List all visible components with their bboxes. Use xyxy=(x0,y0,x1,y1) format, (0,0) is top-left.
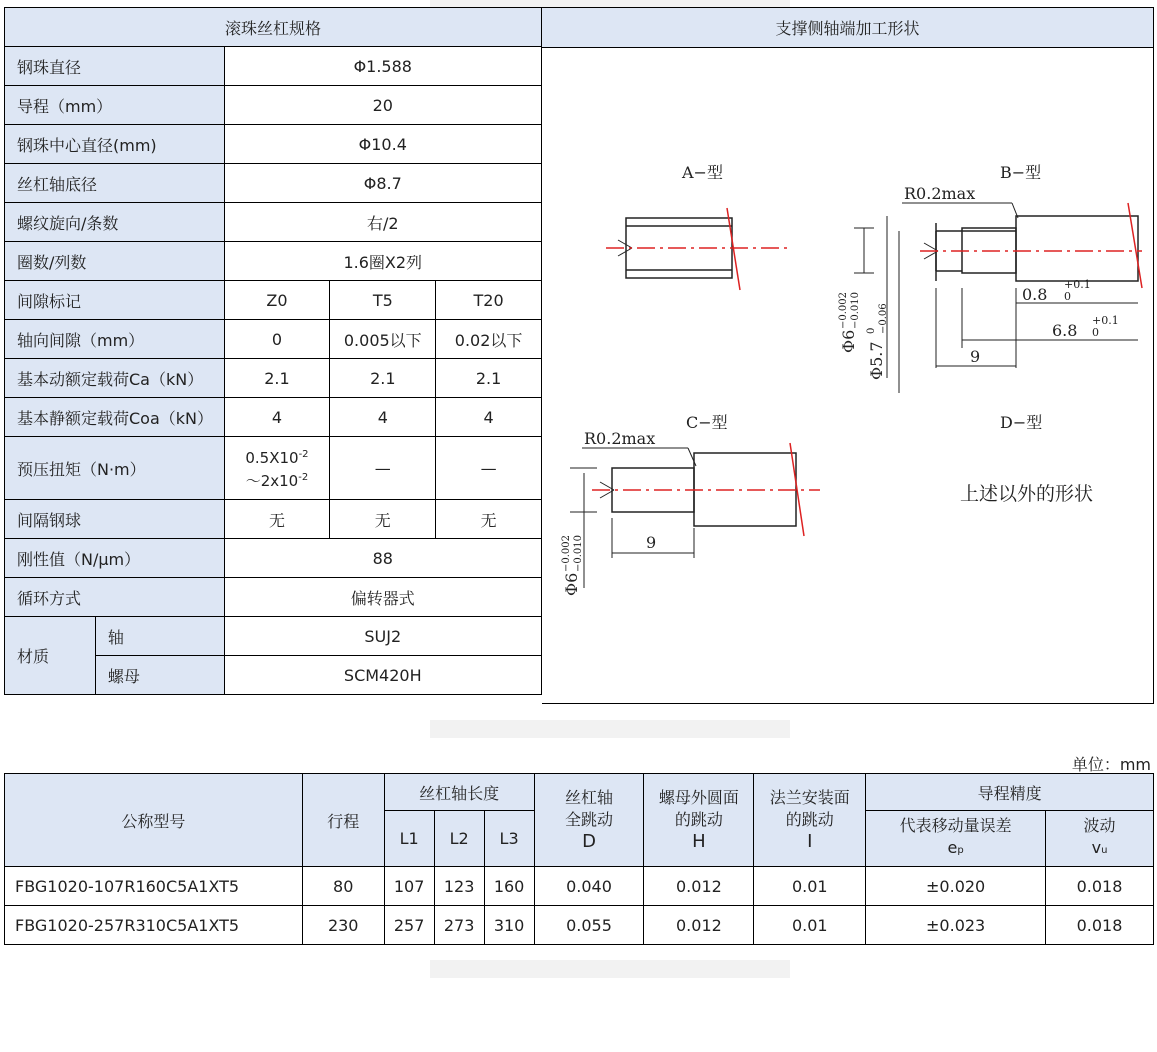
label-lead: 导程（mm） xyxy=(5,86,225,125)
dim-9-b: 9 xyxy=(970,347,981,366)
header-runout-i-2: 的跳动 xyxy=(785,810,834,829)
header-runout-i-1: 法兰安装面 xyxy=(769,788,850,807)
tol-phi6-b-upper: −0.002 xyxy=(838,291,849,329)
row-ep: ±0.023 xyxy=(866,906,1046,945)
value-preload-1 xyxy=(224,437,330,500)
label-rigidity: 刚性值（N/μm） xyxy=(5,539,225,578)
header-accuracy: 导程精度 xyxy=(866,774,1154,811)
label-pcd: 钢珠中心直径(mm) xyxy=(5,125,225,164)
row-vu: 0.018 xyxy=(1046,867,1154,906)
preload-exp1: -2 xyxy=(298,449,309,460)
value-spacer-2: 无 xyxy=(330,500,436,539)
value-circulation: 偏转器式 xyxy=(224,578,541,617)
header-runout-h-2: 的跳动 xyxy=(674,810,723,829)
label-spacer: 间隔钢球 xyxy=(5,500,225,539)
row-i: 0.01 xyxy=(754,867,866,906)
tol-6-8-upper: +0.1 xyxy=(1092,314,1119,327)
tol-phi6-b-lower: −0.010 xyxy=(850,291,861,329)
value-axial-1: 0 xyxy=(224,320,330,359)
table-row xyxy=(5,867,1154,906)
tol-6-8-lower: 0 xyxy=(1092,326,1099,339)
value-clearance-t5: T5 xyxy=(330,281,436,320)
drawing-panel xyxy=(542,7,1154,704)
label-material: 材质 xyxy=(5,617,96,695)
header-runout-h xyxy=(644,774,754,867)
header-runout-d-2: 全跳动 xyxy=(565,810,614,829)
header-ep-sub: p xyxy=(957,845,964,856)
row-l1: 257 xyxy=(384,906,434,945)
value-clearance-t20: T20 xyxy=(436,281,542,320)
value-clearance-z0: Z0 xyxy=(224,281,330,320)
tol-0-8-upper: +0.1 xyxy=(1064,278,1091,291)
row-l1: 107 xyxy=(384,867,434,906)
row-stroke: 80 xyxy=(302,867,384,906)
spec-table xyxy=(4,7,542,695)
label-typeC: C−型 xyxy=(686,413,728,432)
dim-phi6-b: Φ6 xyxy=(839,329,858,353)
header-runout-i xyxy=(754,774,866,867)
label-thread: 螺纹旋向/条数 xyxy=(5,203,225,242)
preload-line1: 0.5X10 xyxy=(245,449,299,467)
row-l2: 273 xyxy=(434,906,484,945)
header-vu-sub: u xyxy=(1101,845,1108,856)
row-ep: ±0.020 xyxy=(866,867,1046,906)
header-ep-1: 代表移动量误差 xyxy=(899,816,1012,835)
label-material-shaft: 轴 xyxy=(95,617,224,656)
value-spacer-1: 无 xyxy=(224,500,330,539)
row-stroke: 230 xyxy=(302,906,384,945)
header-runout-i-3: I xyxy=(807,831,813,852)
header-stroke: 行程 xyxy=(302,774,384,867)
value-ball-dia: Φ1.588 xyxy=(224,47,541,86)
typeD-description: 上述以外的形状 xyxy=(960,483,1094,505)
tol-phi6-c-lower: −0.010 xyxy=(573,534,584,572)
value-pcd: Φ10.4 xyxy=(224,125,541,164)
label-typeA: A−型 xyxy=(682,163,723,182)
value-coa-2: 4 xyxy=(330,398,436,437)
model-table xyxy=(4,773,1154,945)
shaft-end-drawing xyxy=(542,48,1153,703)
row-model: FBG1020-107R160C5A1XT5 xyxy=(5,867,303,906)
label-preload: 预压扭矩（N·m） xyxy=(5,437,225,500)
header-l2: L2 xyxy=(434,811,484,867)
value-material-nut: SCM420H xyxy=(224,656,541,695)
row-l3: 310 xyxy=(484,906,534,945)
value-ca-2: 2.1 xyxy=(330,359,436,398)
label-axial-clearance: 轴向间隙（mm） xyxy=(5,320,225,359)
table-row xyxy=(5,906,1154,945)
header-runout-d xyxy=(534,774,644,867)
label-circulation: 循环方式 xyxy=(5,578,225,617)
row-l2: 123 xyxy=(434,867,484,906)
tol-phi6-c-upper: −0.002 xyxy=(561,534,572,572)
dim-phi57-b: Φ5.7 xyxy=(867,341,886,380)
value-preload-2: — xyxy=(330,437,436,500)
preload-exp2: -2 xyxy=(298,472,309,483)
value-spacer-3: 无 xyxy=(436,500,542,539)
row-d: 0.055 xyxy=(534,906,644,945)
label-typeD: D−型 xyxy=(1000,413,1043,432)
preload-line2: ～2x10 xyxy=(245,472,299,490)
label-ball-dia: 钢珠直径 xyxy=(5,47,225,86)
header-ep xyxy=(866,811,1046,867)
tol-0-8-lower: 0 xyxy=(1064,290,1071,303)
header-vu xyxy=(1046,811,1154,867)
header-runout-h-1: 螺母外圆面 xyxy=(658,788,739,807)
row-d: 0.040 xyxy=(534,867,644,906)
label-root: 丝杠轴底径 xyxy=(5,164,225,203)
value-root: Φ8.7 xyxy=(224,164,541,203)
header-length: 丝杠轴长度 xyxy=(384,774,534,811)
value-ca-1: 2.1 xyxy=(224,359,330,398)
value-axial-3: 0.02以下 xyxy=(436,320,542,359)
value-coa-1: 4 xyxy=(224,398,330,437)
header-l1: L1 xyxy=(384,811,434,867)
label-typeB: B−型 xyxy=(1000,163,1042,182)
value-lead: 20 xyxy=(224,86,541,125)
row-i: 0.01 xyxy=(754,906,866,945)
value-ca-3: 2.1 xyxy=(436,359,542,398)
header-runout-d-3: D xyxy=(582,831,596,852)
header-vu-1: 波动 xyxy=(1083,816,1116,835)
drawing-header: 支撑侧轴端加工形状 xyxy=(542,8,1153,48)
header-model: 公称型号 xyxy=(5,774,303,867)
value-preload-3: — xyxy=(436,437,542,500)
row-model: FBG1020-257R310C5A1XT5 xyxy=(5,906,303,945)
value-axial-2: 0.005以下 xyxy=(330,320,436,359)
tol-phi57-lower: −0.06 xyxy=(878,303,889,334)
row-vu: 0.018 xyxy=(1046,906,1154,945)
header-ep-2: e xyxy=(947,838,958,857)
label-r02-b: R0.2max xyxy=(904,184,976,203)
value-turns: 1.6圈X2列 xyxy=(224,242,541,281)
label-turns: 圈数/列数 xyxy=(5,242,225,281)
dim-9-c: 9 xyxy=(646,533,657,552)
row-h: 0.012 xyxy=(644,867,754,906)
typeB-shaft-outline xyxy=(1016,216,1138,281)
header-runout-d-1: 丝杠轴 xyxy=(565,788,614,807)
label-clearance-mark: 间隙标记 xyxy=(5,281,225,320)
dim-6-8: 6.8 xyxy=(1052,321,1078,340)
dim-0-8: 0.8 xyxy=(1022,285,1048,304)
header-runout-h-3: H xyxy=(692,831,706,852)
spec-header: 滚珠丝杠规格 xyxy=(5,8,542,47)
unit-label: 单位：mm xyxy=(1071,755,1151,774)
header-l3: L3 xyxy=(484,811,534,867)
row-l3: 160 xyxy=(484,867,534,906)
header-vu-2: v xyxy=(1091,838,1102,857)
row-h: 0.012 xyxy=(644,906,754,945)
value-material-shaft: SUJ2 xyxy=(224,617,541,656)
dim-phi6-c: Φ6 xyxy=(562,572,581,596)
value-thread: 右/2 xyxy=(224,203,541,242)
value-rigidity: 88 xyxy=(224,539,541,578)
label-ca: 基本动额定载荷Ca（kN） xyxy=(5,359,225,398)
label-material-nut: 螺母 xyxy=(95,656,224,695)
label-r02-c: R0.2max xyxy=(584,429,656,448)
label-coa: 基本静额定载荷Coa（kN） xyxy=(5,398,225,437)
value-coa-3: 4 xyxy=(436,398,542,437)
tol-phi57-upper: 0 xyxy=(866,327,877,334)
